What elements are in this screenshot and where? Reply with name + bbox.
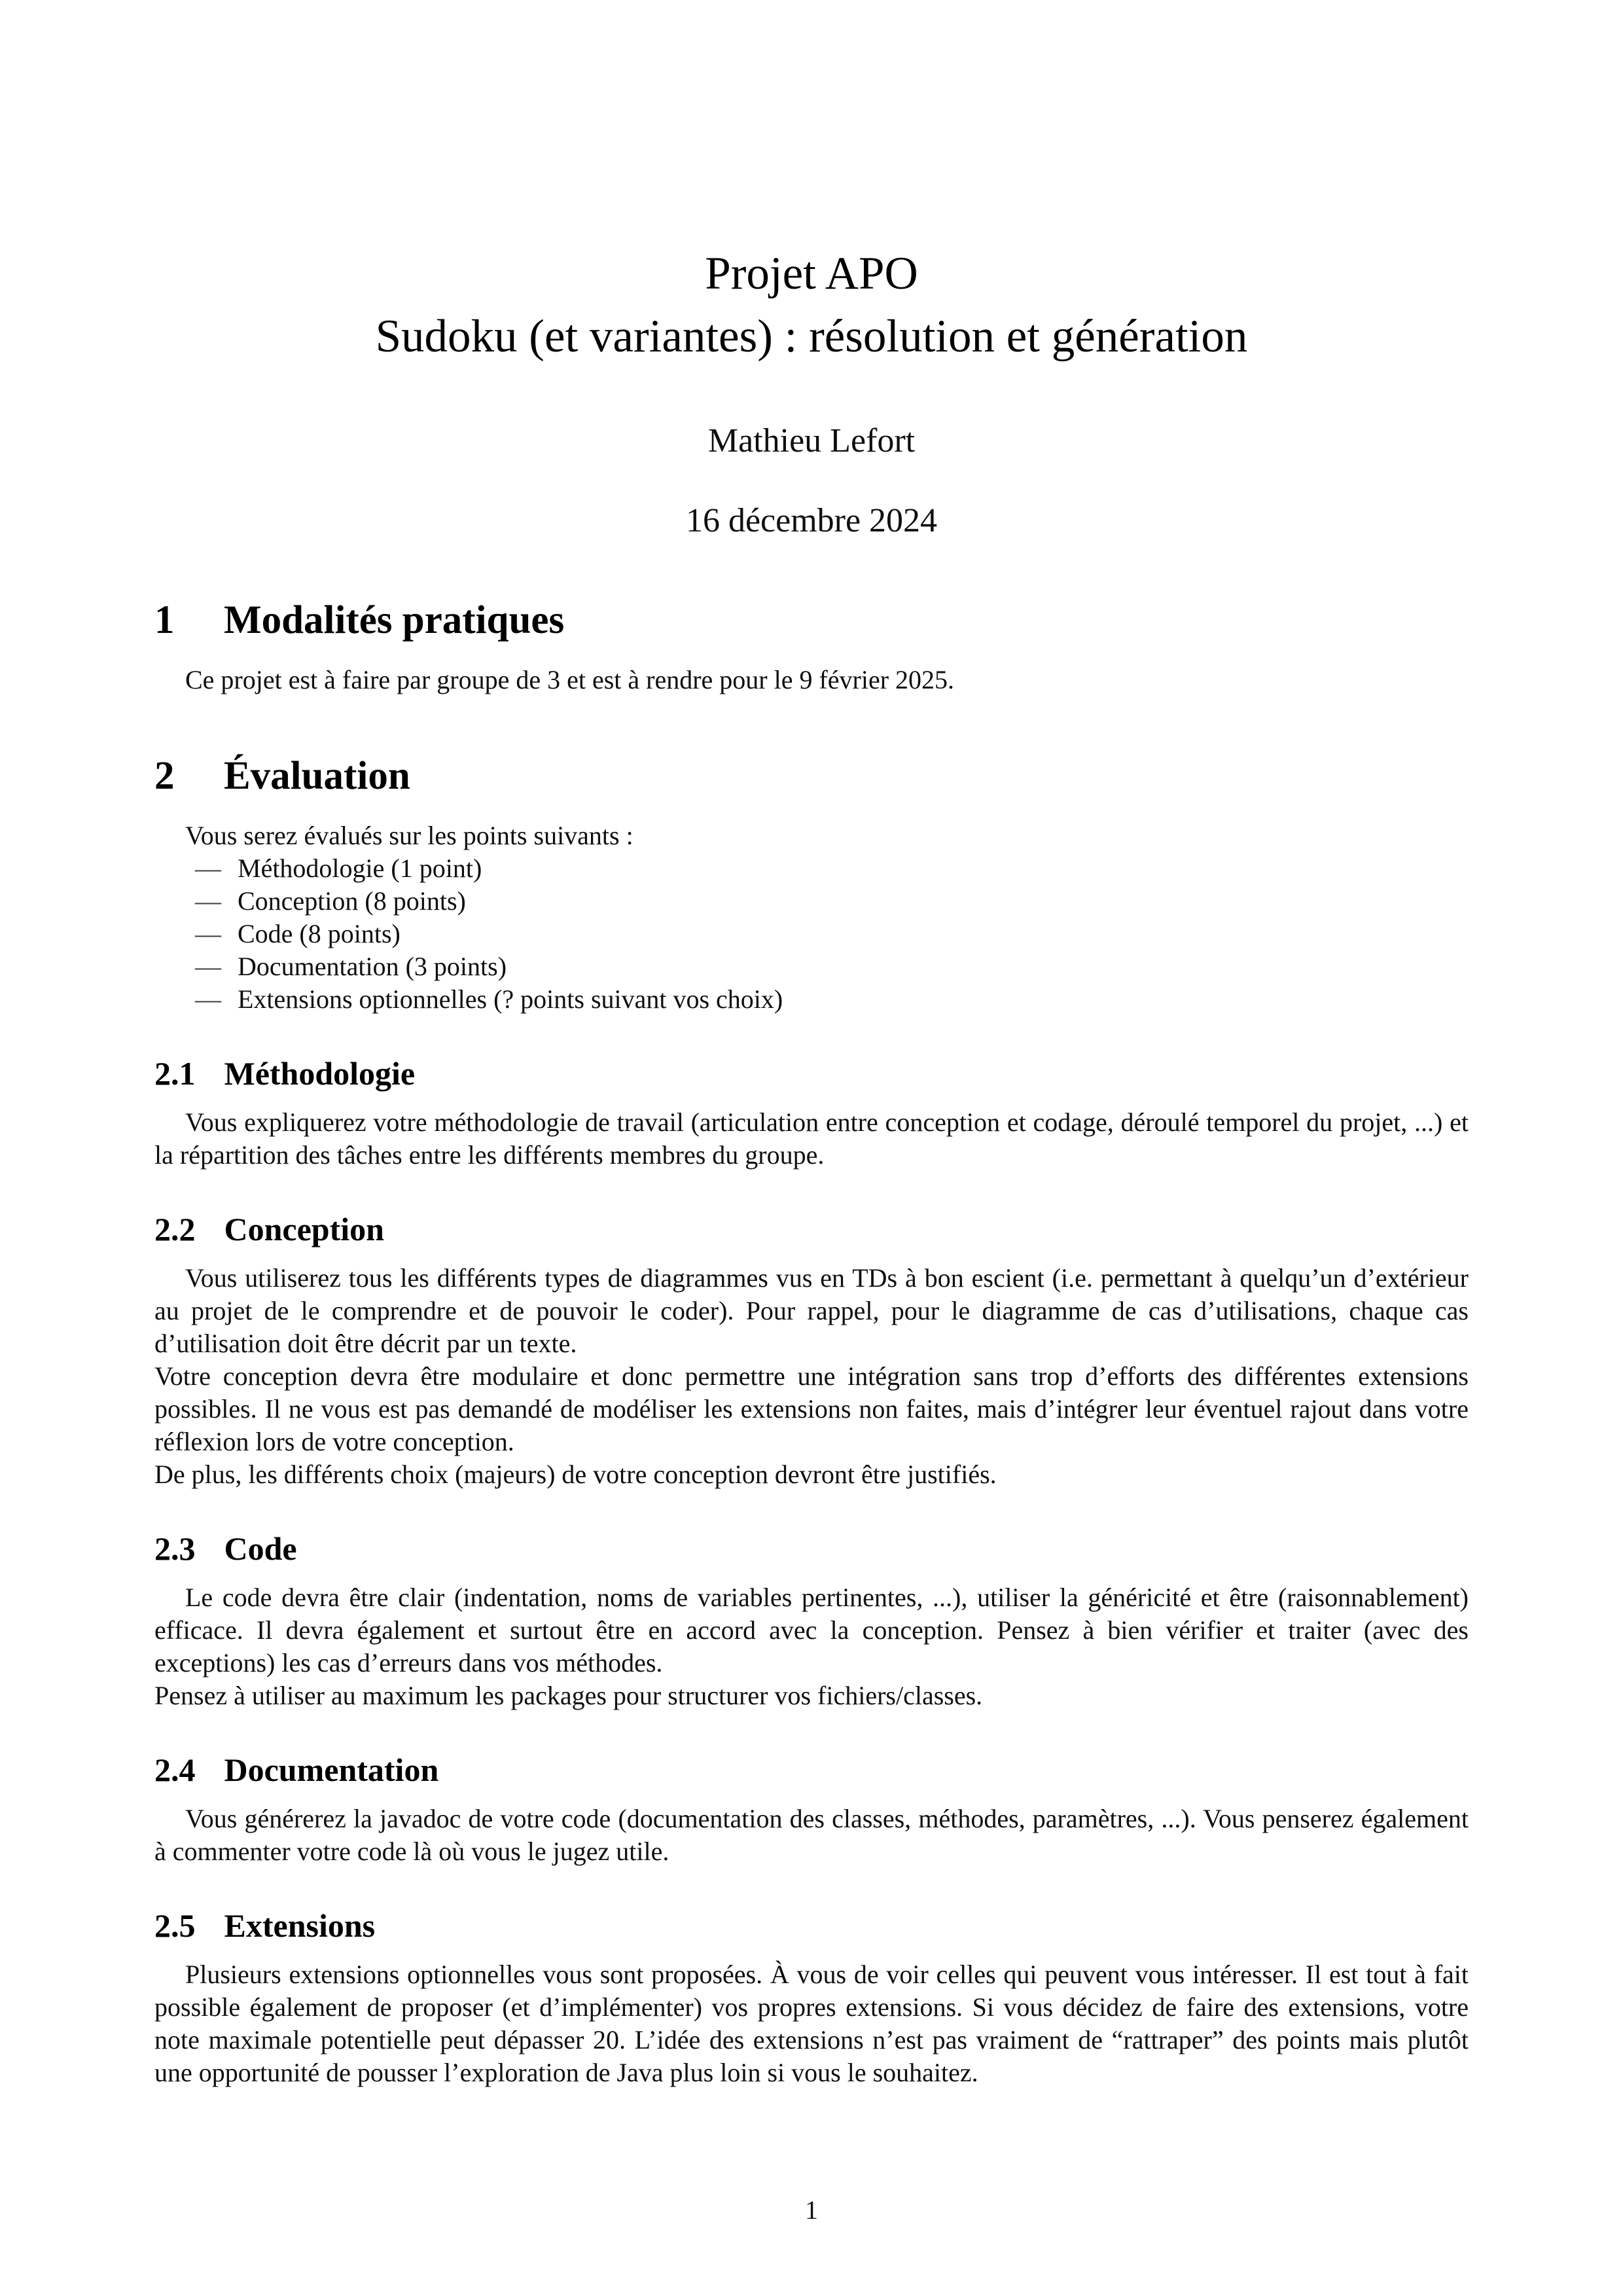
paragraph: Votre conception devra être modulaire et donc permettre une intégration sans trop d’efforts des différentes extensions possibles. Il ne vous est pas demandé de modéliser les extensions non faites, mais d’intégrer leur éventuel rajout dans votre réflexion lors de votre conception. (154, 1361, 1469, 1456)
dash-marker: — (195, 919, 221, 948)
list-item-label: Méthodologie (1 point) (238, 853, 482, 883)
list-item-label: Code (8 points) (238, 919, 401, 948)
paragraph: Plusieurs extensions optionnelles vous sont proposées. À vous de voir celles qui peuvent vous intéresser. Il est tout à fait possible également de proposer (et d’implémenter) vos propres extensions. Si vous décidez de faire des extensions, votre note maximale potentielle peut dépasser 20. L’idée des extensions n’est pas vraiment de “rattraper” des points mais plutôt une opportunité de pousser l’exploration de Java plus loin si vous le souhaitez. (154, 1960, 1469, 2087)
author: Mathieu Lefort (707, 422, 916, 459)
paragraph: Vous utiliserez tous les différents types de diagrammes vus en TDs à bon escient (i.e. permettant à quelqu’un d’extérieur au projet de le comprendre et de pouvoir le coder). Pour rappel, pour le diagramme de cas d’utilisations, chaque cas d’utilisation doit être décrit par un texte. (154, 1263, 1469, 1358)
subsection-number: 2.2 (154, 1211, 196, 1247)
subsection-number: 2.4 (154, 1751, 196, 1788)
title-line-1: Projet APO (705, 248, 918, 299)
paragraph: De plus, les différents choix (majeurs) de votre conception devront être justifiés. (154, 1460, 997, 1489)
subsection-title: Code (224, 1530, 297, 1567)
subsection-title: Conception (224, 1211, 384, 1247)
paragraph: Vous expliquerez votre méthodologie de travail (articulation entre conception et codage, déroulé temporel du projet, ...) et la répartition des tâches entre les différents membres du groupe. (154, 1107, 1469, 1170)
paragraph: Ce projet est à faire par groupe de 3 et est à rendre pour le 9 février 2025. (185, 665, 955, 694)
evaluation-intro: Vous serez évalués sur les points suivants : (185, 821, 633, 850)
subsection-title: Documentation (224, 1751, 439, 1788)
list-item (154, 983, 1469, 1016)
section-number: 1 (154, 598, 175, 642)
subsection-title: Méthodologie (224, 1055, 416, 1092)
evaluation-list (154, 852, 1469, 1016)
list-item (154, 885, 1469, 918)
list-item (154, 852, 1469, 885)
section-heading-2 (154, 753, 1469, 800)
page-number: 1 (805, 2195, 818, 2225)
title-line-2: Sudoku (et variantes) : résolution et génération (375, 311, 1248, 362)
dash-marker: — (195, 853, 221, 883)
subsection-number: 2.5 (154, 1907, 196, 1944)
subsection-heading-2-5 (154, 1906, 1469, 1945)
subsection-number: 2.1 (154, 1055, 196, 1092)
subsection-heading-2-4 (154, 1750, 1469, 1789)
paragraph: Le code devra être clair (indentation, noms de variables pertinentes, ...), utiliser la généricité et être (raisonnablement) efficace. Il devra également et surtout être en accord avec la conception. Pensez à bien vérifier et traiter (avec des exceptions) les cas d’erreurs dans vos méthodes. (154, 1583, 1469, 1677)
dash-marker: — (195, 952, 221, 981)
section-title: Modalités pratiques (224, 598, 565, 642)
paragraph: Vous générerez la javadoc de votre code (documentation des classes, méthodes, paramètres, ...). Vous penserez également à commenter votre code là où vous le jugez utile. (154, 1804, 1469, 1866)
subsection-heading-2-2 (154, 1210, 1469, 1249)
document-title (154, 242, 1469, 368)
dash-marker: — (195, 984, 221, 1014)
paragraph: Pensez à utiliser au maximum les packages pour structurer vos fichiers/classes. (154, 1681, 983, 1710)
list-item (154, 950, 1469, 983)
subsection-number: 2.3 (154, 1530, 196, 1567)
document-content (154, 0, 1469, 2089)
date: 16 décembre 2024 (685, 502, 938, 539)
subsection-heading-2-1 (154, 1054, 1469, 1093)
list-item (154, 918, 1469, 950)
list-item-label: Conception (8 points) (238, 886, 466, 916)
list-item-label: Extensions optionnelles (? points suivant vos choix) (238, 984, 783, 1014)
section-number: 2 (154, 754, 175, 798)
section-heading-1 (154, 597, 1469, 644)
section-title: Évaluation (224, 754, 410, 798)
subsection-heading-2-3 (154, 1529, 1469, 1568)
dash-marker: — (195, 886, 221, 916)
subsection-title: Extensions (224, 1907, 376, 1944)
list-item-label: Documentation (3 points) (238, 952, 507, 981)
